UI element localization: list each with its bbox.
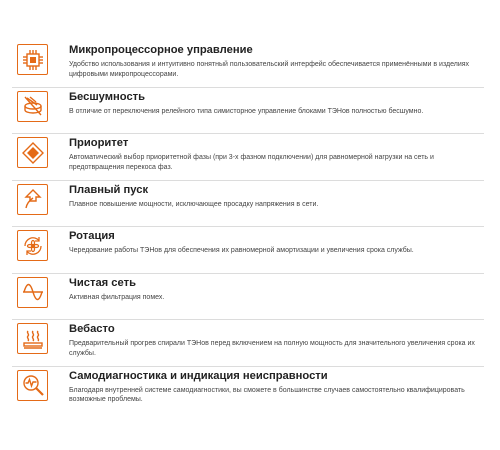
feature-list — [12, 41, 484, 412]
silent-drum-icon — [17, 91, 48, 122]
feature-item-microprocessor — [12, 41, 484, 88]
feature-description: Активная фильтрация помех. — [69, 293, 165, 301]
feature-item-webasto — [12, 320, 484, 367]
feature-description: Предварительный прогрев спирали ТЭНов перед включением на полную мощность для значительного увеличения срока их службы. — [69, 340, 475, 357]
feature-item-clean-network — [12, 274, 484, 321]
sine-wave-icon — [17, 277, 48, 308]
feature-description: В отличие от переключения релейного типа симисторное управление блоками ТЭНов полностью бесшумно. — [69, 107, 424, 115]
priority-diamond-icon — [17, 137, 48, 168]
feature-title: Плавный пуск — [69, 183, 149, 196]
feature-description: Чередование работы ТЭНов для обеспечения их равномерной амортизации и увеличения срока службы. — [69, 247, 414, 254]
feature-title: Микропроцессорное управление — [69, 44, 253, 56]
feature-item-rotation — [12, 227, 484, 274]
feature-description: Плавное повышение мощности, исключающее просадку напряжения в сети. — [69, 200, 319, 208]
feature-description: Удобство использования и интуитивно понятный пользовательский интерфейс обеспечивается применёнными в изделиях цифровыми микропроцессорами. — [69, 61, 470, 78]
feature-title: Приоритет — [69, 137, 129, 149]
feature-item-diagnostics — [12, 367, 484, 413]
feature-item-silent — [12, 88, 484, 135]
feature-title: Ротация — [69, 230, 115, 242]
feature-item-priority — [12, 134, 484, 181]
feature-description: Автоматический выбор приоритетной фазы (при 3-х фазном подключении) для равномерной нагрузки на сеть и предотвращения перекоса фаз. — [69, 154, 434, 171]
feature-title: Чистая сеть — [69, 276, 136, 289]
feature-title: Бесшумность — [69, 90, 146, 103]
microprocessor-icon — [17, 44, 48, 75]
soft-start-arrow-icon — [17, 184, 48, 215]
feature-description: Благодаря внутренней системе самодиагностики, вы сможете в большинстве случаев самостоятельно квалифицировать возможные проблемы. — [69, 386, 465, 403]
feature-title: Самодиагностика и индикация неисправности — [69, 369, 328, 382]
diagnostics-magnifier-icon — [17, 370, 48, 401]
feature-item-soft-start — [12, 181, 484, 228]
feature-title: Вебасто — [69, 323, 115, 335]
heating-coil-icon — [17, 323, 48, 354]
rotation-icon — [17, 230, 48, 261]
